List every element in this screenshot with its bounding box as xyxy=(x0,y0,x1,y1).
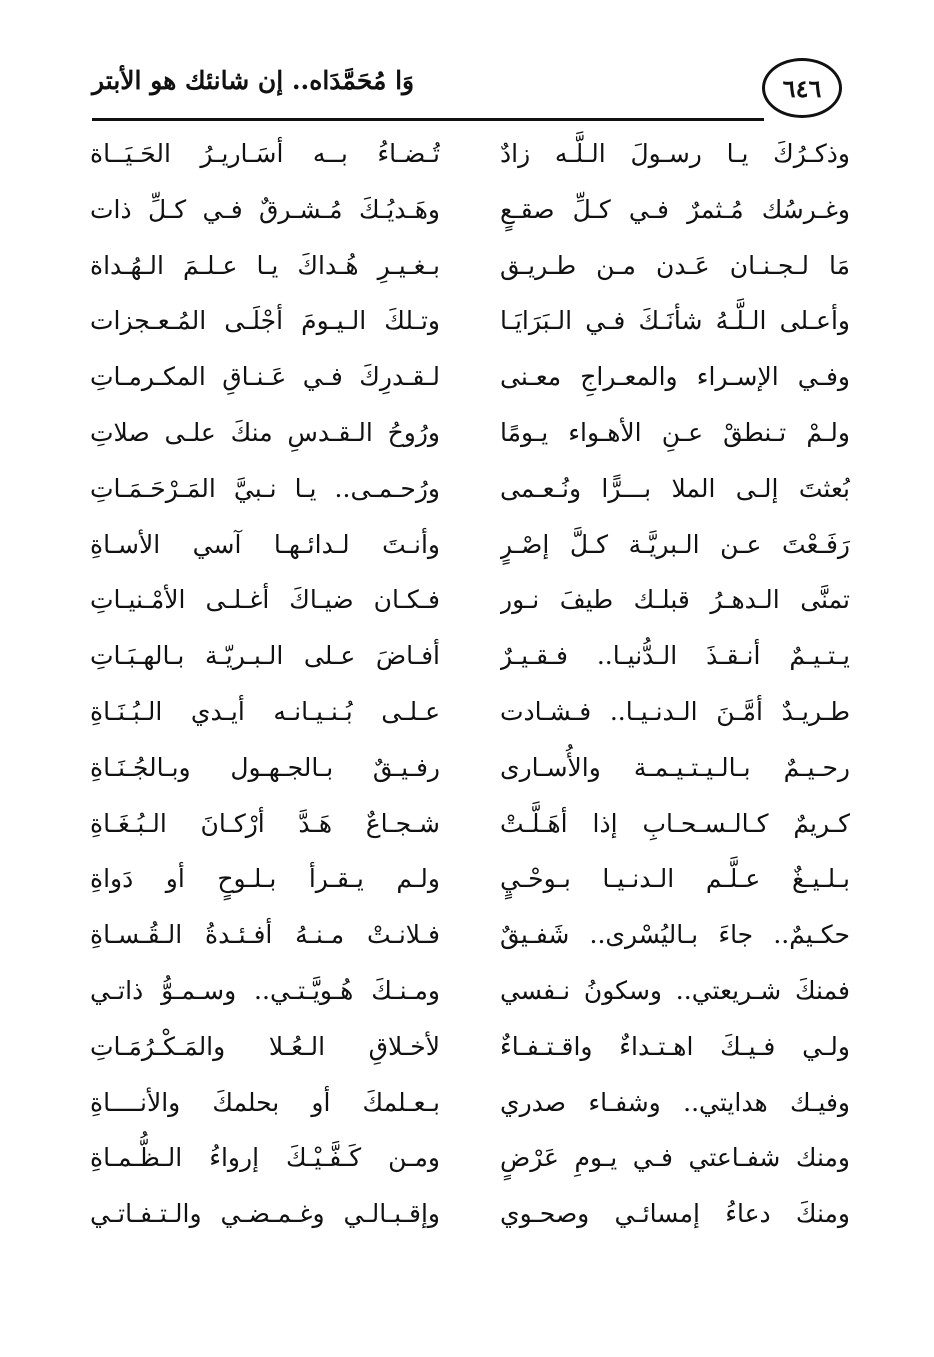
right-hemistich-verse: طـريـدٌ أمَّـنَ الـدنـيـا.. فـشـادت xyxy=(500,696,850,726)
left-hemistich-verse: أفـاضَ عـلى الـبـريّـة بـالهـبَـاتِ xyxy=(90,641,440,671)
poem-left-column xyxy=(90,126,440,1242)
right-hemistich-verse: يـتـيـمٌ أنـقـذَ الـدُّنيـا.. فـقـيـرٌ xyxy=(500,641,850,671)
left-hemistich-verse: وأنـتَ لـدائـهـا آسي الأسـاةِ xyxy=(90,529,440,559)
left-hemistich-verse: لأخـلاقِ الـعُـلا والمَـكْـرُمَـاتِ xyxy=(90,1031,440,1061)
right-hemistich-verse: وأعـلى الـلَّـهُ شأنَـكَ فـي الـبَرَايَـا xyxy=(500,306,850,336)
left-hemistich-verse: رفـيـقٌ بـالجـهـول وبـالجُـنَـاةِ xyxy=(90,752,440,782)
left-hemistich-verse: شـجـاعٌ هَـدَّ أرْكـانَ الـبُـغَـاةِ xyxy=(90,808,440,838)
running-title: وَا مُحَمَّدَاه.. إن شانئك هو الأبتر xyxy=(92,66,415,95)
right-hemistich-verse: بـلـيـغٌ عـلَّـم الـدنـيـا بـوحْـيٍ xyxy=(500,864,850,894)
left-hemistich-verse: تُـضـاءُ بــه أسَـاريـرُ الحَـيَــاة xyxy=(90,139,440,168)
left-hemistich-verse: ورُوحُ الـقـدسِ منكَ علـى صلاتِ xyxy=(90,417,440,447)
left-hemistich-verse: لـقـدرِكَ فـي عَـنـاقِ المكـرمـاتِ xyxy=(90,362,440,392)
page-number: ٦٤٦ xyxy=(762,58,842,118)
left-hemistich-verse: بـغـيـرِ هُـداكَ يـا عـلـمَ الـهُـداة xyxy=(90,250,440,280)
left-hemistich-verse: ومـن كَـفَّـيْـكَ إرواءُ الـظُّـمـاةِ xyxy=(90,1143,440,1173)
right-hemistich-verse: كـريمٌ كـالـسـحـابِ إذا أهَـلَّـتْ xyxy=(500,808,850,838)
right-hemistich-verse: وغـرسُك مُـثمرٌ فـي كـلِّ صقـعٍ xyxy=(500,194,850,224)
running-header xyxy=(92,58,842,124)
right-hemistich-verse: رحـيـمٌ بـالـيـتـيـمـة والأُسـارى xyxy=(500,752,850,782)
right-hemistich-verse: ومنكَ دعاءُ إمسائـي وصحـوي xyxy=(500,1199,850,1229)
right-hemistich-verse: مَا لـجـنـان عَـدن مـن طـريـق xyxy=(500,250,850,280)
right-hemistich-verse: ولـي فـيـكَ اهـتـداءٌ واقـتـفـاءٌ xyxy=(500,1031,850,1061)
right-hemistich-verse: تمنَّى الـدهـرُ قبلـك طيفَ نـور xyxy=(500,585,850,615)
left-hemistich-verse: وهَـديُـكَ مُـشـرقٌ فـي كـلِّ ذات xyxy=(90,194,440,224)
left-hemistich-verse: فـلانـتْ مـنـهُ أفـئـدةُ الـقُـسـاةِ xyxy=(90,920,440,950)
left-hemistich-verse: بـعـلمكَ أو بحلمكَ والأنــــاةِ xyxy=(90,1087,440,1117)
right-hemistich-verse: رَفَـعْتَ عـن الـبريَّـة كـلَّ إصْـرٍ xyxy=(500,529,850,559)
header-rule xyxy=(92,118,764,121)
left-hemistich-verse: ومـنـكَ هُـويَّـتـي.. وسـمـوُّ ذاتـي xyxy=(90,975,440,1005)
poem-body xyxy=(90,126,850,1286)
left-hemistich-verse: ولـم يـقـرأ بـلـوحٍ أو دَواةِ xyxy=(90,864,440,894)
right-hemistich-verse: ولـمْ تـنطقْ عـنِ الأهـواء يـومًا xyxy=(500,417,850,447)
left-hemistich-verse: عـلـى بُـنـيـانـه أيـدي الـبُـنَـاةِ xyxy=(90,696,440,726)
left-hemistich-verse: فـكـان ضيـاكَ أغـلـى الأمْـنيـاتِ xyxy=(90,585,440,615)
left-hemistich-verse: ورُحـمـى.. يـا نـبيَّ المَـرْحَـمَـاتِ xyxy=(90,473,440,503)
left-hemistich-verse: وتـلكَ الـيـومَ أجْلَـى المُـعـجزات xyxy=(90,306,440,336)
left-hemistich-verse: وإقـبـالـي وغـمـضـي والـتـفـاتـي xyxy=(90,1199,440,1229)
poem-right-column xyxy=(500,126,850,1242)
right-hemistich-verse: حكـيمٌ.. جاءَ بـاليُسْرى.. شَفـيقٌ xyxy=(500,920,850,950)
right-hemistich-verse: ومنك شفـاعتي فـي يـومِ عَرْضٍ xyxy=(500,1143,850,1173)
right-hemistich-verse: وفـي الإسـراء والمعـراجِ معـنى xyxy=(500,362,850,392)
right-hemistich-verse: وذكـرُكَ يـا رسـولَ الـلَّـه زادٌ xyxy=(500,139,850,168)
right-hemistich-verse: فمنكَ شـريعتي.. وسكونُ نـفسي xyxy=(500,975,850,1005)
right-hemistich-verse: وفيـك هدايتي.. وشفـاء صدري xyxy=(500,1087,850,1117)
right-hemistich-verse: بُعثتَ إلـى الملا بـــرًّا ونُـعـمى xyxy=(500,473,850,503)
